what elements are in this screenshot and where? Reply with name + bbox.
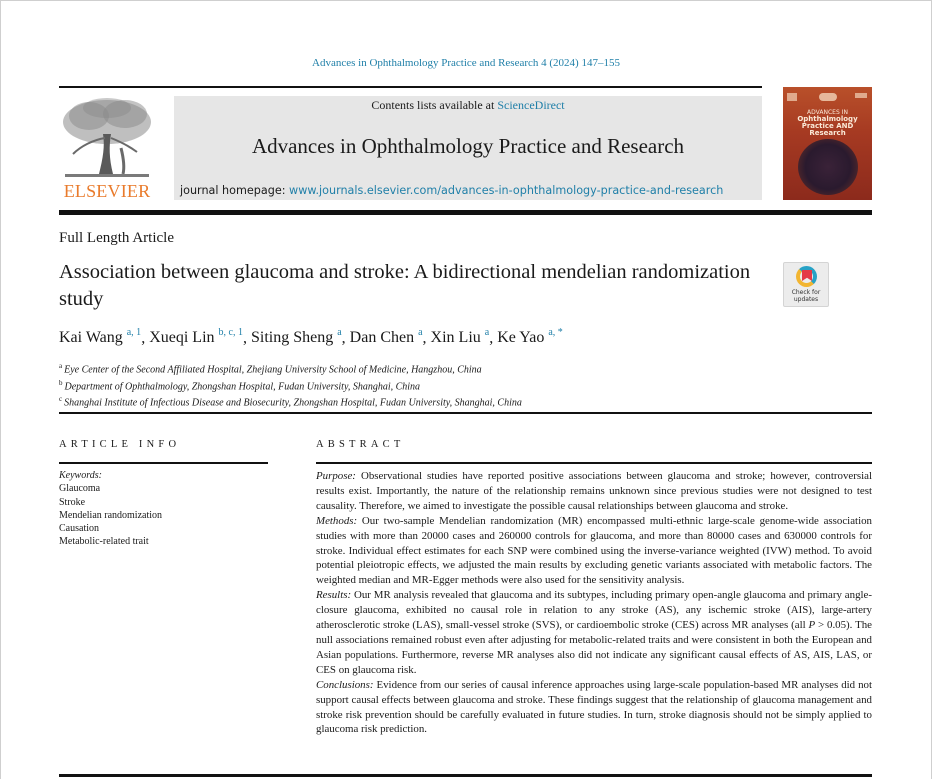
keyword: Glaucoma: [59, 483, 101, 495]
purpose-text: Observational studies have reported positive associations between glaucoma and stroke; however, controversial results exist. Importantly, the nature of the relationship remains unknown since previous studies were not designed to test causality. Therefore, we aimed to investigate the possible causal relationships between glaucoma and stroke.: [316, 470, 872, 512]
homepage-line: [180, 184, 760, 197]
author-affiliation-sup[interactable]: a: [418, 327, 423, 338]
affiliation-key: b: [59, 378, 63, 387]
results-text-2: > 0.05). The null associations remained robust even after adjusting for metabolic-related traits and were consistent in both the European and Asian populations. Furthermore, reverse MR analyses also did not indicate any significant causal effects of AS, AIS, LAS, or CES on glaucoma risk.: [316, 619, 873, 676]
author-affiliation-sup[interactable]: a, 1: [126, 327, 142, 338]
conclusions-text: Evidence from our series of causal inference approaches using large-scale population-based MR analyses did not support causal effects between glaucoma and stroke. These findings suggest that the relationship of glaucoma management and stroke risk prevention should be carefully evaluated in future studies. In turn, stroke diagnosis should not be simply applied to glaucoma risk prediction.: [316, 678, 872, 736]
contents-line: [174, 98, 762, 113]
author-name[interactable]: Kai Wang: [59, 329, 123, 347]
elsevier-tree-logo: [59, 96, 155, 180]
check-line-2: updates: [793, 296, 819, 303]
author[interactable]: [251, 329, 342, 346]
author[interactable]: [149, 329, 243, 346]
journal-homepage-link[interactable]: www.journals.elsevier.com/advances-in-ophthalmology-practice-and-research: [289, 184, 724, 197]
check-for-updates-label: [784, 289, 828, 303]
affiliation-text: Department of Ophthalmology, Zhongshan Hospital, Fudan University, Shanghai, China: [64, 380, 421, 392]
results-label: Results:: [316, 589, 352, 602]
masthead-rule: [59, 210, 872, 215]
cover-fundus-image: [798, 139, 858, 195]
journal-cover-image[interactable]: [783, 87, 872, 200]
cover-line-2: Ophthalmology: [797, 115, 858, 123]
cover-society-badge: [819, 93, 837, 101]
cover-title: [783, 109, 872, 137]
keyword: Stroke: [59, 496, 86, 508]
affiliation-key: a: [59, 362, 63, 370]
affiliation-key: c: [59, 395, 63, 404]
results-p-symbol: P: [808, 619, 816, 632]
check-line-1: Check for: [791, 289, 821, 296]
author-name[interactable]: Xueqi Lin: [149, 329, 215, 347]
footer-rule: [59, 774, 872, 777]
contents-prefix: Contents lists available at: [371, 98, 498, 112]
article-info-rule: [59, 462, 268, 464]
article-info-heading: ARTICLE INFO: [59, 439, 181, 450]
keywords-list: [59, 469, 162, 549]
abstract-purpose: [316, 469, 872, 514]
affiliation: [59, 360, 522, 377]
keyword: Causation: [59, 523, 99, 535]
keywords-label: Keywords:: [59, 470, 102, 481]
author[interactable]: [431, 329, 490, 346]
methods-text: Our two-sample Mendelian randomization (MR) encompassed multi-ethnic large-scale genome-wide association studies with more than 20000 cases and 260000 controls for glaucoma, and more than 80000 cases and 630000 controls for stroke. Individual effect estimates for each SNP were combined using the inverse-variance weighted (IVW) method. To avoid potential pleiotropic effects, we adjusted the main results by excluding genetic variants associated with metabolic factors. The weighted median and MR-Egger methods were also used for the sensitivity analysis.: [316, 514, 872, 587]
affiliation-text: Eye Center of the Second Affiliated Hospital, Zhejiang University School of Medicine, Hangzhou, China: [64, 364, 482, 376]
cover-index-mark: [855, 93, 867, 98]
affiliation: [59, 377, 522, 394]
abstract-results: [316, 588, 872, 677]
results-text-1: Our MR analysis revealed that glaucoma and its subtypes, including primary open-angle glaucoma and primary angle-closure glaucoma, exhibited no causal role in relation to any stroke (AS), any ischemic stroke (AIS), large-artery atherosclerotic stroke (LAS), small-vessel stroke (SVS), or cardioembolic stroke (CES) across MR analyses (all: [316, 589, 872, 632]
sciencedirect-link[interactable]: ScienceDirect: [497, 98, 565, 112]
keyword: Mendelian randomization: [59, 509, 163, 521]
article-title: Association between glaucoma and stroke: A bidirectional mendelian randomization study: [59, 261, 751, 310]
journal-citation-link[interactable]: Advances in Ophthalmology Practice and Research 4 (2024) 147–155: [312, 57, 620, 69]
affiliation: [59, 393, 522, 410]
abstract-heading: ABSTRACT: [316, 439, 405, 450]
author-affiliation-sup[interactable]: a, *: [548, 327, 563, 338]
section-rule: [59, 412, 872, 414]
methods-label: Methods:: [316, 514, 358, 527]
abstract-rule: [316, 462, 872, 464]
keyword: Metabolic-related trait: [59, 536, 149, 548]
check-for-updates-button[interactable]: [783, 262, 829, 307]
author-name[interactable]: Ke Yao: [497, 329, 545, 347]
author[interactable]: [59, 329, 141, 346]
header-rule: [59, 86, 762, 88]
purpose-label: Purpose:: [316, 470, 356, 482]
elsevier-logo[interactable]: [59, 96, 169, 200]
conclusions-label: Conclusions:: [316, 678, 374, 691]
article-type: Full Length Article: [59, 230, 174, 246]
author-name[interactable]: Dan Chen: [349, 329, 415, 347]
homepage-prefix: journal homepage:: [180, 184, 290, 197]
affiliation-text: Shanghai Institute of Infectious Disease and Biosecurity, Zhongshan Hospital, Fudan University, Shanghai, China: [64, 397, 522, 409]
affiliation-list: [59, 360, 522, 410]
journal-name: Advances in Ophthalmology Practice and Research: [251, 134, 685, 158]
author-affiliation-sup[interactable]: a: [484, 327, 490, 338]
cover-elsevier-mark: [787, 93, 797, 101]
author-name[interactable]: Xin Liu: [430, 329, 481, 347]
abstract-body: [316, 469, 872, 737]
author[interactable]: [497, 329, 563, 346]
journal-masthead: [174, 96, 762, 200]
abstract-methods: [316, 514, 872, 589]
cover-line-3: Practice AND Research: [801, 122, 854, 137]
author[interactable]: [350, 329, 423, 346]
cover-line-1: ADVANCES IN: [807, 109, 848, 116]
abstract-conclusions: [316, 678, 872, 738]
author-name[interactable]: Siting Sheng: [250, 329, 334, 347]
author-affiliation-sup[interactable]: a: [337, 327, 342, 338]
author-affiliation-sup[interactable]: b, c, 1: [218, 327, 243, 338]
author-list: Kai Wang $^{a, 1}$, Xueqi Lin $^{b, c, 1}$, Siting Sheng $^a$, Dan Chen $^a$, Xin Liu $^a$, Ke Yao $^{a, *}$: [59, 327, 563, 347]
elsevier-wordmark: ELSEVIER: [63, 181, 151, 201]
